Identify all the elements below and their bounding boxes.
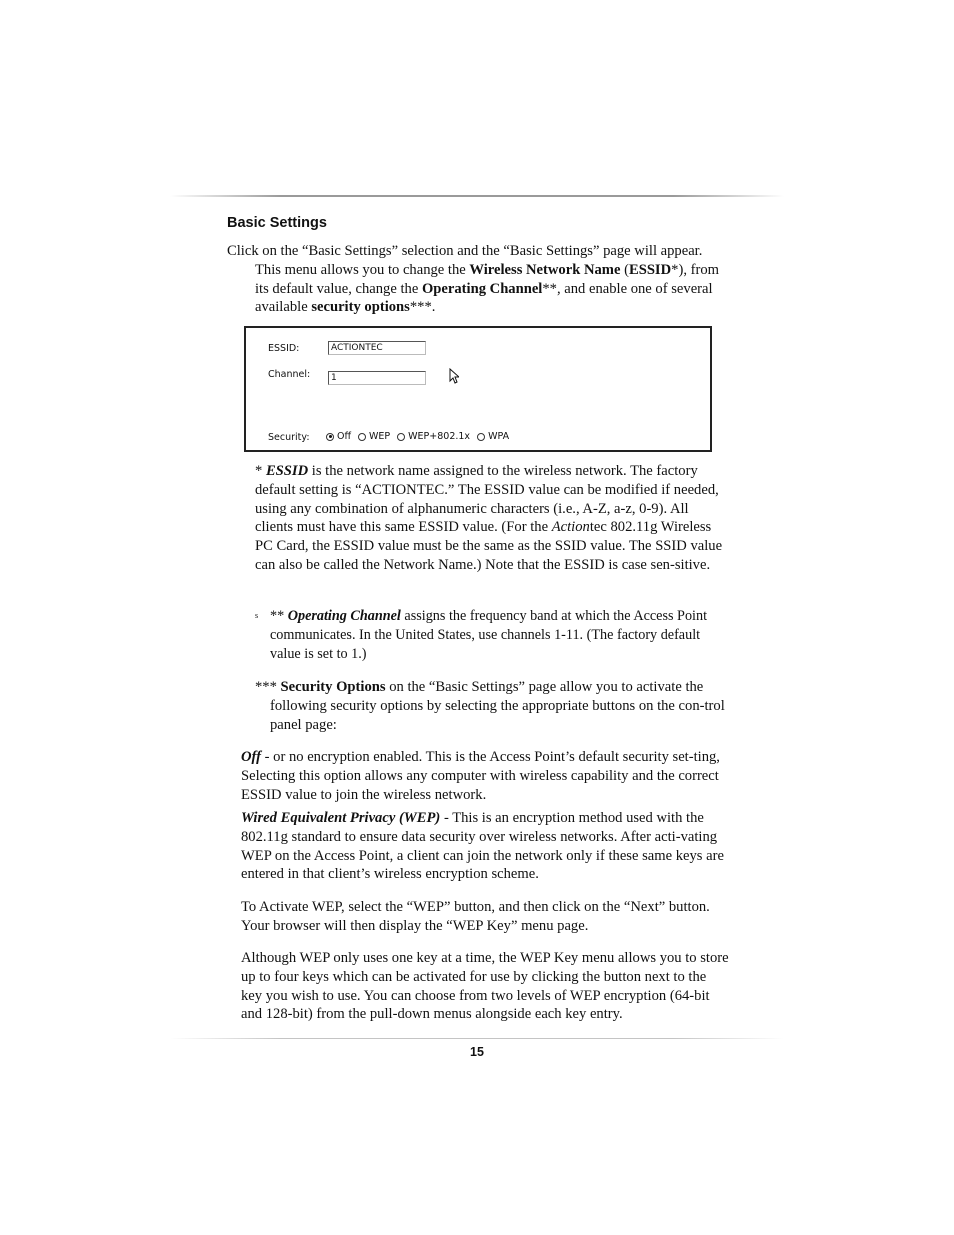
brand-rest: tec — [589, 519, 607, 536]
wireless-network-name-term: Wireless Network Name — [469, 261, 621, 278]
off-description-text: - or no encryption enabled. This is the Access Point’s default security set-ting, Selecting this option allows any computer with wireless capability and the correct ESSID value to join the wireless network. — [241, 749, 720, 803]
security-option-label: WPA — [488, 431, 510, 442]
security-footnote-first-line — [255, 678, 727, 697]
security-radio-group — [326, 431, 509, 442]
intro-text-2: ( — [620, 261, 629, 278]
intro-line-1: Click on the “Basic Settings” selection and the “Basic Settings” page will appear. — [227, 243, 703, 259]
radio-unselected-icon[interactable] — [397, 433, 405, 441]
intro-rest — [227, 261, 727, 317]
intro-text-4: **, and enable one of several available — [255, 280, 713, 316]
channel-label: Channel: — [268, 369, 311, 380]
footnote-marker: *** — [255, 679, 281, 695]
footer-rule — [170, 1038, 784, 1039]
security-option-label: Off — [337, 431, 352, 442]
essid-footnote-text-2: 802.11g Wireless PC Card, the ESSID value must be the same as the SSID value. The SSID value can also be called the Network Name.) Note that the ESSID is case sen-sitive. — [255, 519, 723, 573]
radio-unselected-icon[interactable] — [358, 433, 366, 441]
bullet-glyph: s — [255, 611, 259, 620]
page-number: 15 — [470, 1045, 484, 1059]
intro-paragraph — [227, 242, 727, 317]
channel-input[interactable]: 1 — [328, 371, 426, 385]
essid-footnote-term: ESSID — [265, 463, 309, 479]
footnote-marker: ** — [270, 608, 288, 624]
channel-footnote-text: assigns the frequency band at which the Access Point communicates. In the United States, use channels 1-11. (The factory default value is set to 1.) — [270, 608, 708, 662]
wep-description-text: - This is an encryption method used with the 802.11g standard to ensure data security over wireless networks. After acti-vating WEP on the Access Point, a client can join the network only if these same keys are entered in that client’s wireless encryption scheme. — [241, 810, 724, 883]
essid-input[interactable]: ACTIONTEC — [328, 341, 426, 355]
activate-wep-paragraph: To Activate WEP, select the “WEP” button, and then click on the “Next” button. Your browser will then display the “WEP Key” menu page. — [241, 899, 710, 934]
intro-text-1: This menu allows you to change the — [255, 261, 470, 278]
essid-label: ESSID: — [268, 343, 300, 354]
intro-text-5: ***. — [409, 299, 436, 316]
security-footnote-text-2: following security options by selecting the appropriate buttons on the con-trol panel page: — [270, 697, 725, 733]
off-term: Off — [241, 749, 261, 765]
security-option-label: WEP — [369, 431, 391, 442]
essid-footnote-text-1: is the network name assigned to the wireless network. The factory default setting is “ACTIONTEC.” The ESSID value can be modified if needed, using any combination of alphanumeric characters (i.e., A-Z, a-z, 0-9). All clients must have this same ESSID value. (For the — [255, 463, 719, 536]
security-footnote-text-1: on the “Basic Settings” page allow you to activate the — [385, 679, 704, 695]
wep-option-description — [241, 809, 729, 884]
radio-selected-icon[interactable] — [326, 433, 334, 441]
intro-text-3: *), from its default value, change the — [255, 261, 719, 297]
operating-channel-term: Operating Channel — [421, 280, 543, 297]
footnote-marker: * — [255, 463, 266, 479]
essid-term: ESSID — [628, 261, 672, 278]
channel-footnote-body — [255, 607, 727, 663]
security-label: Security: — [268, 432, 310, 443]
security-options-term: security options — [311, 299, 410, 316]
wep-keys-paragraph: Although WEP only uses one key at a time, the WEP Key menu allows you to store up to four keys which can be activated for use by clicking the button next to the key you wish to use. You can choose from two levels of WEP encryption (64-bit and 128-bit) from the pull-down menus alongside each key entry. — [241, 950, 729, 1023]
wep-term: Wired Equivalent Privacy (WEP) — [241, 810, 441, 826]
security-option-wpa[interactable] — [477, 431, 509, 442]
mouse-pointer-icon — [449, 368, 459, 384]
brand-italic: Action — [551, 519, 590, 536]
security-option-wep-8021x[interactable] — [397, 431, 470, 442]
radio-unselected-icon[interactable] — [477, 433, 485, 441]
security-footnote — [255, 678, 727, 734]
channel-footnote — [255, 607, 727, 663]
channel-footnote-term: Operating Channel — [287, 608, 401, 624]
security-option-wep[interactable] — [358, 431, 390, 442]
security-footnote-term: Security Options — [280, 679, 386, 695]
header-rule — [170, 195, 784, 197]
essid-footnote — [255, 462, 727, 575]
security-option-label: WEP+802.1x — [408, 431, 471, 442]
section-heading: Basic Settings — [227, 215, 327, 231]
basic-settings-panel — [244, 326, 712, 452]
off-option-description — [241, 748, 729, 804]
security-option-off[interactable] — [326, 431, 351, 442]
